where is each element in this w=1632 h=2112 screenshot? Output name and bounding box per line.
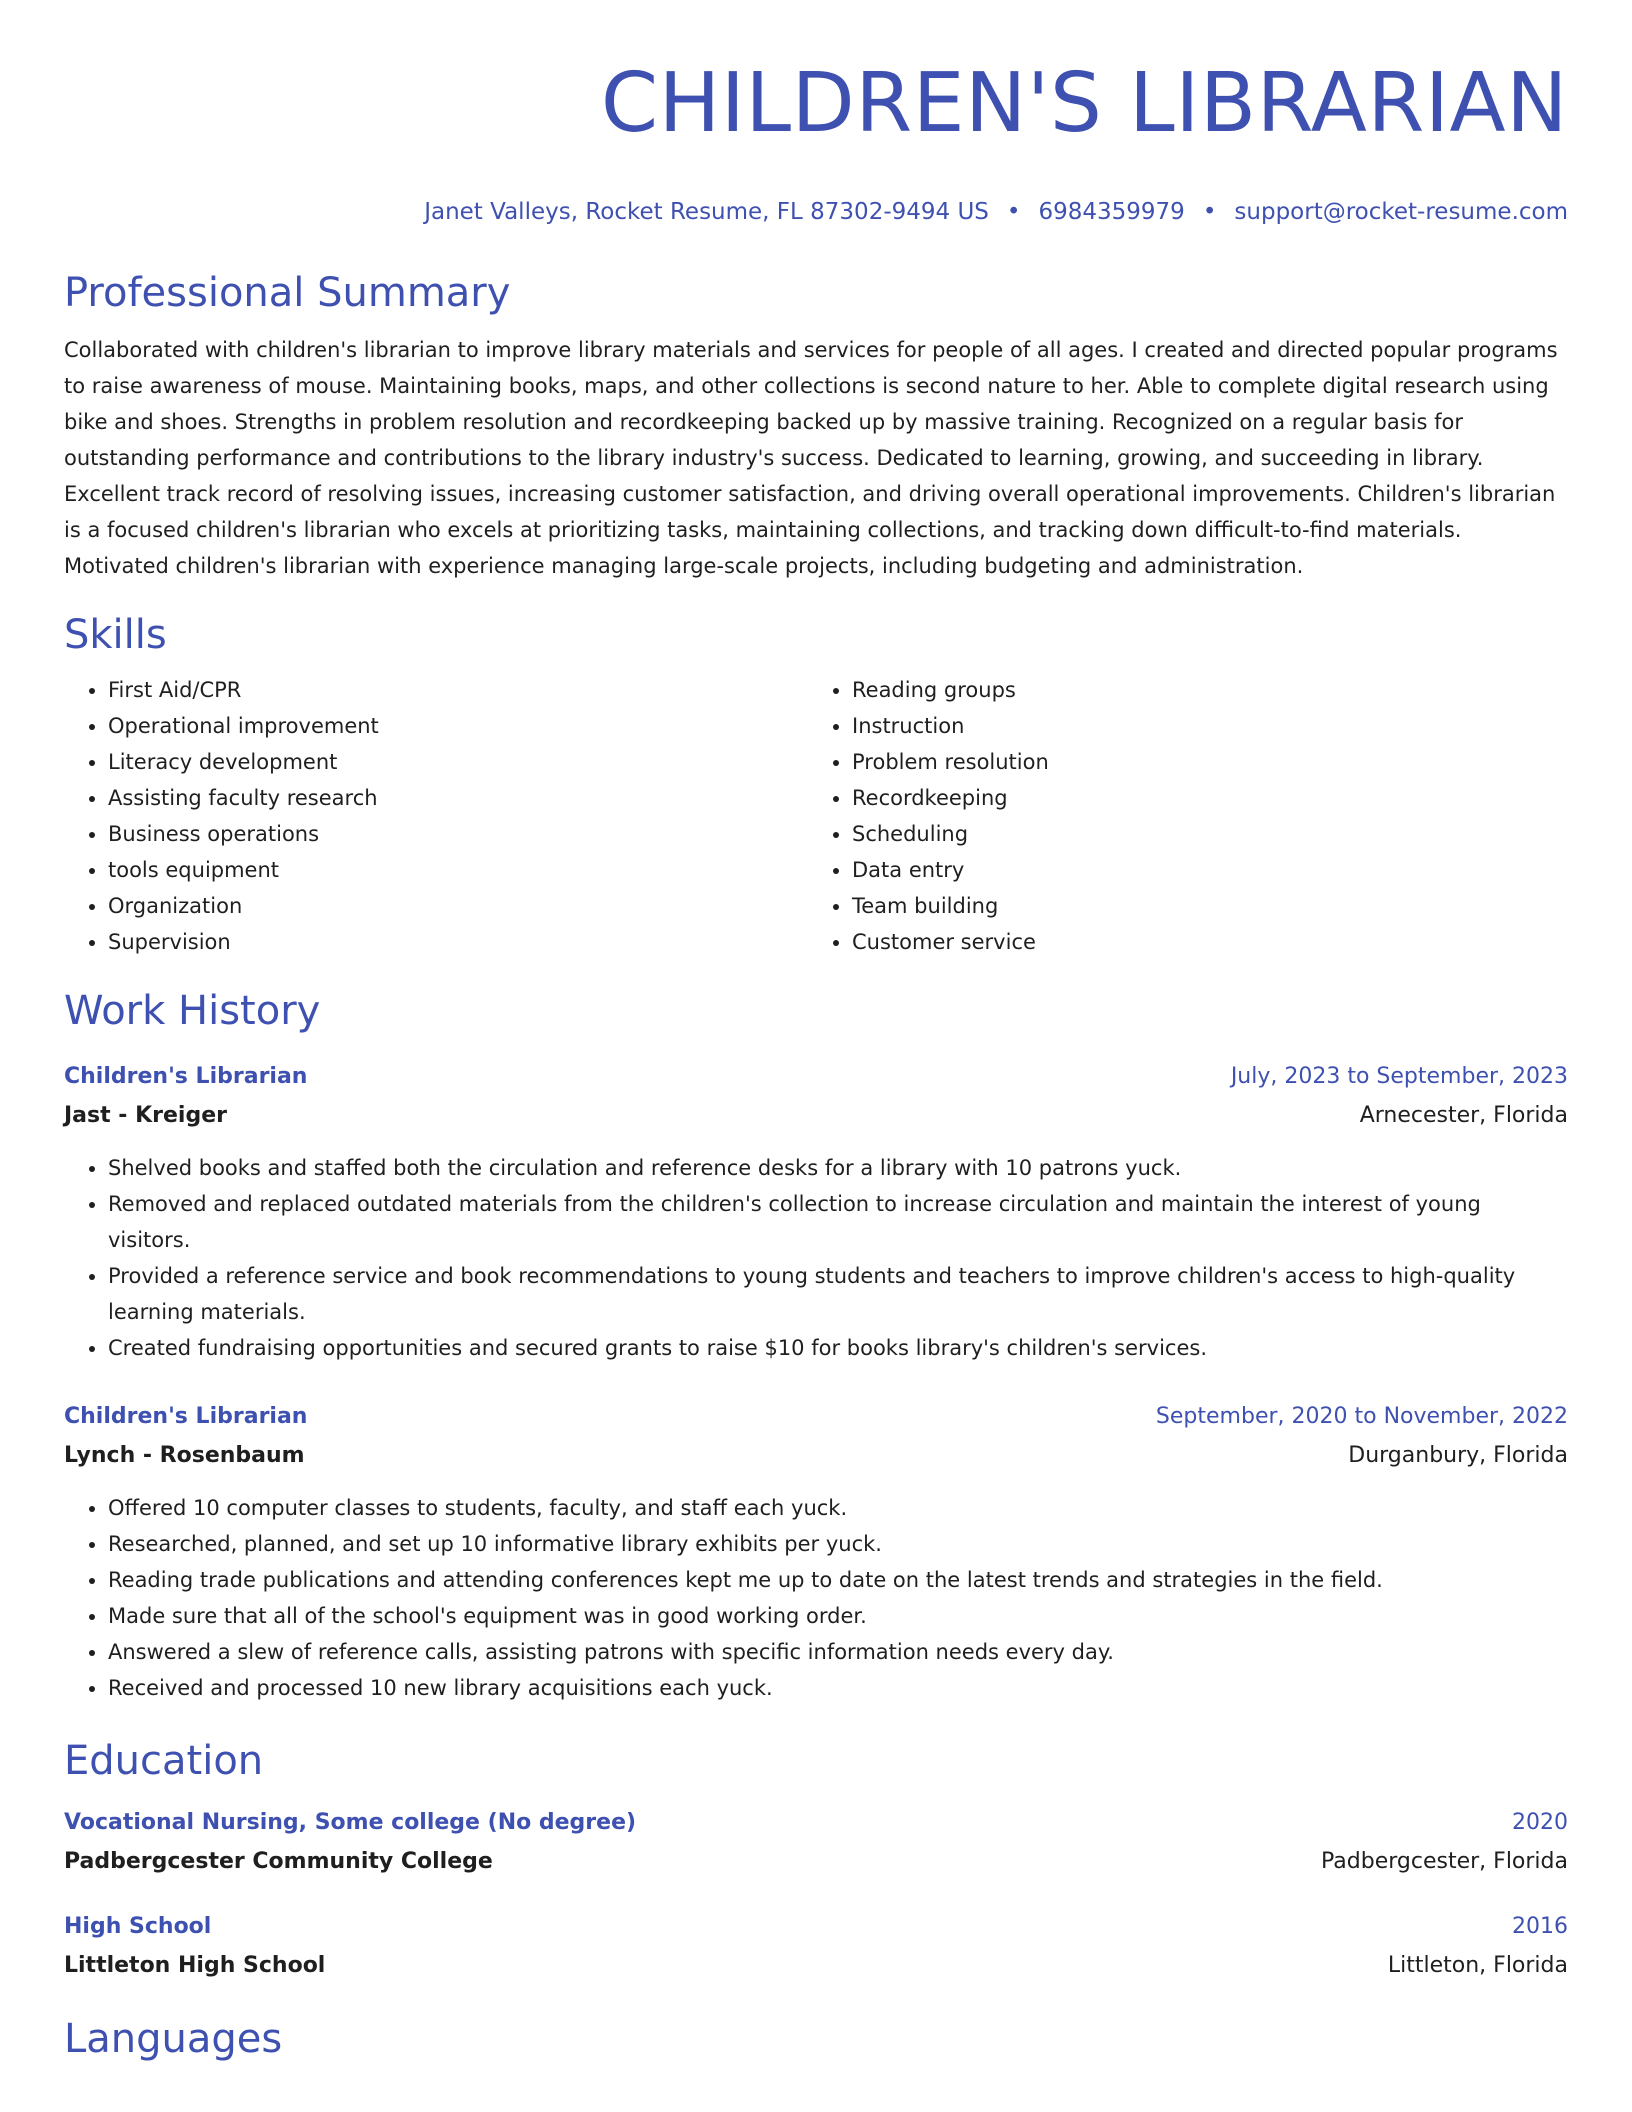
job-bullet: • Shelved books and staffed both the circulation and reference desks for a library with 10 patrons yuck. [108, 1150, 1568, 1186]
work-history-heading: Work History [64, 988, 321, 1034]
job-company: Jast - Kreiger [64, 1103, 227, 1128]
education-header [64, 1804, 1568, 1842]
contact-email[interactable]: support@rocket-resume.com [1234, 199, 1568, 225]
skill-item: • Data entry [852, 852, 1552, 888]
skill-item: • Business operations [108, 816, 808, 852]
job-header [64, 1058, 1568, 1096]
contact-separator: • [1202, 199, 1217, 225]
job-header [64, 1398, 1568, 1436]
skill-item: • Supervision [108, 924, 808, 960]
job-entry [64, 1398, 1568, 1706]
skill-item: • Team building [852, 888, 1552, 924]
skill-item: • Scheduling [852, 816, 1552, 852]
education-location: Padbergcester, Florida [1321, 1849, 1568, 1874]
education-degree: Vocational Nursing, Some college (No degree) [64, 1810, 637, 1835]
education-year: 2016 [1512, 1914, 1568, 1939]
skill-item: • First Aid/CPR [108, 672, 808, 708]
job-subheader [64, 1436, 1568, 1476]
contact-phone[interactable]: 6984359979 [1038, 199, 1185, 225]
education-year: 2020 [1512, 1810, 1568, 1835]
skill-item: • Reading groups [852, 672, 1552, 708]
education-degree: High School [64, 1914, 212, 1939]
job-company: Lynch - Rosenbaum [64, 1443, 305, 1468]
education-location: Littleton, Florida [1387, 1953, 1568, 1978]
education-subheader [64, 1946, 1568, 1986]
job-bullet: • Answered a slew of reference calls, assisting patrons with specific information needs every day. [108, 1634, 1568, 1670]
job-bullet: • Created fundraising opportunities and secured grants to raise $10 for books library's children's services. [108, 1330, 1568, 1366]
skill-item: • Assisting faculty research [108, 780, 808, 816]
education-subheader [64, 1842, 1568, 1882]
skill-item: • tools equipment [108, 852, 808, 888]
job-bullet: • Removed and replaced outdated materials from the children's collection to increase circulation and maintain the interest of young visitors. [108, 1186, 1568, 1258]
languages-heading: Languages [64, 2016, 283, 2062]
skill-item: • Recordkeeping [852, 780, 1552, 816]
contact-separator: • [1006, 199, 1021, 225]
job-bullet: • Offered 10 computer classes to students, faculty, and staff each yuck. [108, 1490, 1568, 1526]
education-school: Padbergcester Community College [64, 1849, 493, 1874]
skills-column-left [64, 672, 808, 960]
skills-heading: Skills [64, 612, 167, 658]
education-header [64, 1908, 1568, 1946]
education-heading: Education [64, 1738, 264, 1784]
summary-heading: Professional Summary [64, 270, 511, 316]
skill-item: • Literacy development [108, 744, 808, 780]
education-entry [64, 1908, 1568, 1986]
job-bullet: • Made sure that all of the school's equipment was in good working order. [108, 1598, 1568, 1634]
job-role: Children's Librarian [64, 1064, 308, 1089]
page-title: CHILDREN'S LIBRARIAN [600, 56, 1568, 151]
job-bullet: • Researched, planned, and set up 10 informative library exhibits per yuck. [108, 1526, 1568, 1562]
job-location: Arnecester, Florida [1359, 1103, 1568, 1128]
contact-line [64, 196, 1568, 228]
job-location: Durganbury, Florida [1348, 1443, 1568, 1468]
job-bullets [64, 1150, 1568, 1366]
job-role: Children's Librarian [64, 1404, 308, 1429]
education-entry [64, 1804, 1568, 1882]
skill-item: • Problem resolution [852, 744, 1552, 780]
job-dates: September, 2020 to November, 2022 [1155, 1404, 1568, 1429]
skills-list [64, 672, 1568, 960]
skill-item: • Organization [108, 888, 808, 924]
summary-text: Collaborated with children's librarian to improve library materials and services for people of all ages. I created and directed popular programs to raise awareness of mouse. Maintaining books, maps, and other collections is second nature to her. Able to complete digital research using bike and shoes. Strengths in problem resolution and recordkeeping backed up by massive training. Recognized on a regular basis for outstanding performance and contributions to the library industry's success. Dedicated to learning, growing, and succeeding in library. Excellent track record of resolving issues, increasing customer satisfaction, and driving overall operational improvements. Children's librarian is a focused children's librarian who excels at prioritizing tasks, maintaining collections, and tracking down difficult-to-find materials. Motivated children's librarian with experience managing large-scale projects, including budgeting and administration. [64, 338, 1558, 578]
job-subheader [64, 1096, 1568, 1136]
job-entry [64, 1058, 1568, 1366]
education-school: Littleton High School [64, 1953, 326, 1978]
resume-page [64, 0, 1568, 2064]
job-dates: July, 2023 to September, 2023 [1230, 1064, 1568, 1089]
contact-address: Janet Valleys, Rocket Resume, FL 87302-9494 US [424, 199, 989, 225]
skill-item: • Customer service [852, 924, 1552, 960]
job-bullets [64, 1490, 1568, 1706]
job-bullet: • Provided a reference service and book recommendations to young students and teachers to improve children's access to high-quality learning materials. [108, 1258, 1568, 1330]
job-bullet: • Received and processed 10 new library acquisitions each yuck. [108, 1670, 1568, 1706]
skill-item: • Operational improvement [108, 708, 808, 744]
job-bullet: • Reading trade publications and attending conferences kept me up to date on the latest trends and strategies in the field. [108, 1562, 1568, 1598]
skill-item: • Instruction [852, 708, 1552, 744]
skills-column-right [808, 672, 1552, 960]
